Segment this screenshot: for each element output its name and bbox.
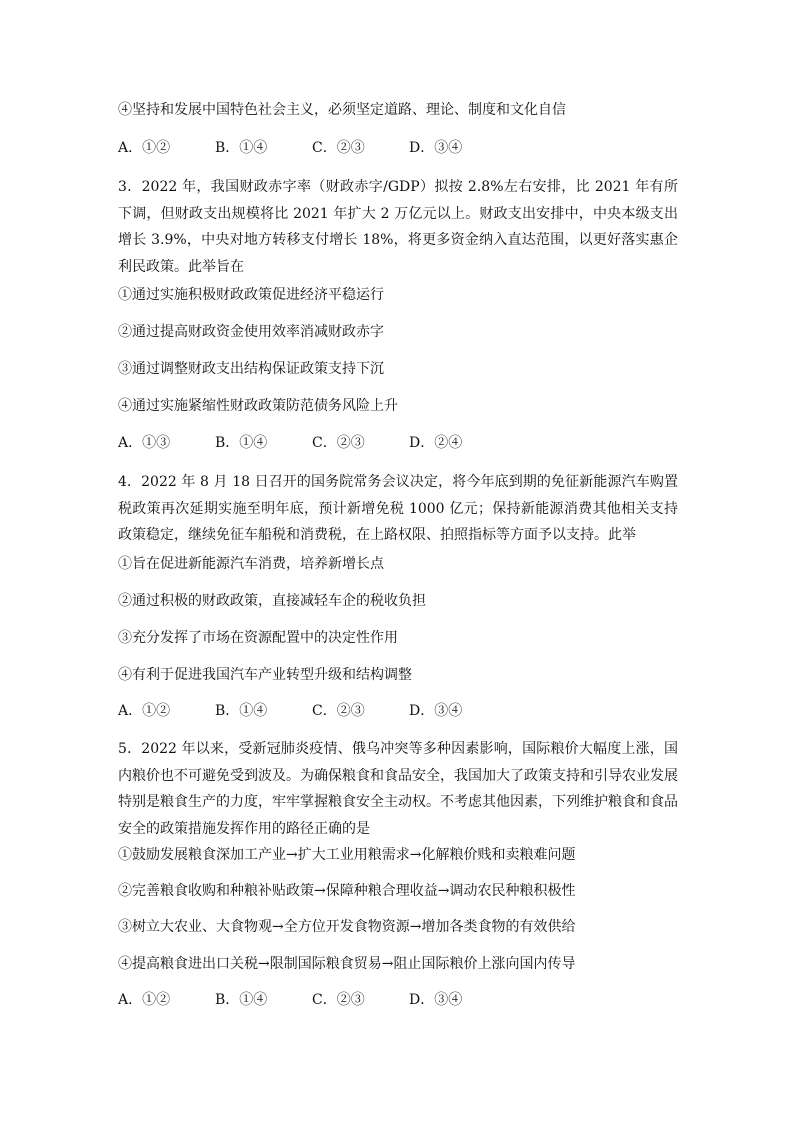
q2-option-a: A．①② xyxy=(118,140,171,156)
q5-item-2: ②完善粮食收购和种粮补贴政策→保障种粮合理收益→调动农民种粮积极性 xyxy=(118,883,576,899)
q4-item-4: ④有利于促进我国汽车产业转型升级和结构调整 xyxy=(118,667,412,683)
q5-item-4: ④提高粮食进出口关税→限制国际粮食贸易→阻止国际粮价上涨向国内传导 xyxy=(118,956,576,972)
q3-option-b: B．①④ xyxy=(215,435,268,451)
q3-stem: 3．2022 年，我国财政赤字率（财政赤字/GDP）拟按 2.8%左右安排，比 2021 年有所下调，但财政支出规模将比 2021 年扩大 2 万亿元以上。财政支出安排中，中央本级支出增长 3.9%，中央对地方转移支付增长 18%，将更多资金纳入直达范围，以更好落实惠企利民政策。此举旨在 xyxy=(118,179,678,275)
q2-item-4: ④坚持和发展中国特色社会主义，必须坚定道路、理论、制度和文化自信 xyxy=(118,102,566,118)
q4-option-c: C．②③ xyxy=(312,703,365,719)
q5-option-a: A．①② xyxy=(118,992,171,1008)
q5-item-1: ①鼓励发展粮食深加工产业→扩大工业用粮需求→化解粮价贱和卖粮难问题 xyxy=(118,847,576,863)
q4-stem: 4．2022 年 8 月 18 日召开的国务院常务会议决定，将今年底到期的免征新能源汽车购置税政策再次延期实施至明年底，预计新增免税 1000 亿元；保持新能源消费其他相关支持政策稳定，继续免征车船税和消费税，在上路权限、拍照指标等方面予以支持。此举 xyxy=(118,474,678,543)
q2-option-c: C．②③ xyxy=(312,140,365,156)
q2-options xyxy=(118,138,462,158)
q3-item-2: ②通过提高财政资金使用效率消减财政赤字 xyxy=(118,324,384,340)
q4-option-a: A．①② xyxy=(118,703,171,719)
q2-option-d: D．③④ xyxy=(409,140,463,156)
q4-options xyxy=(118,701,462,721)
q3-option-a: A．①③ xyxy=(118,435,171,451)
q5-options xyxy=(118,990,462,1010)
q4-option-d: D．③④ xyxy=(409,703,463,719)
q4-option-b: B．①④ xyxy=(215,703,268,719)
q4-item-1: ①旨在促进新能源汽车消费，培养新增长点 xyxy=(118,556,384,572)
q3-option-d: D．②④ xyxy=(409,435,463,451)
q5-option-d: D．③④ xyxy=(409,992,463,1008)
q3-item-3: ③通过调整财政支出结构保证政策支持下沉 xyxy=(118,361,384,377)
q3-item-1: ①通过实施积极财政政策促进经济平稳运行 xyxy=(118,287,384,303)
q5-option-b: B．①④ xyxy=(215,992,268,1008)
q5-option-c: C．②③ xyxy=(312,992,365,1008)
q3-item-4: ④通过实施紧缩性财政政策防范债务风险上升 xyxy=(118,398,398,414)
q5-item-3: ③树立大农业、大食物观→全方位开发食物资源→增加各类食物的有效供给 xyxy=(118,919,576,935)
q2-option-b: B．①④ xyxy=(215,140,268,156)
q4-item-2: ②通过积极的财政政策，直接减轻车企的税收负担 xyxy=(118,593,426,609)
q3-options xyxy=(118,433,462,453)
q4-item-3: ③充分发挥了市场在资源配置中的决定性作用 xyxy=(118,630,398,646)
q3-option-c: C．②③ xyxy=(312,435,365,451)
q5-stem: 5．2022 年以来，受新冠肺炎疫情、俄乌冲突等多种因素影响，国际粮价大幅度上涨，国内粮价也不可避免受到波及。为确保粮食和食品安全，我国加大了政策支持和引导农业发展特别是粮食生产的力度，牢牢掌握粮食安全主动权。不考虑其他因素，下列维护粮食和食品安全的政策措施发挥作用的路径正确的是 xyxy=(118,741,678,837)
